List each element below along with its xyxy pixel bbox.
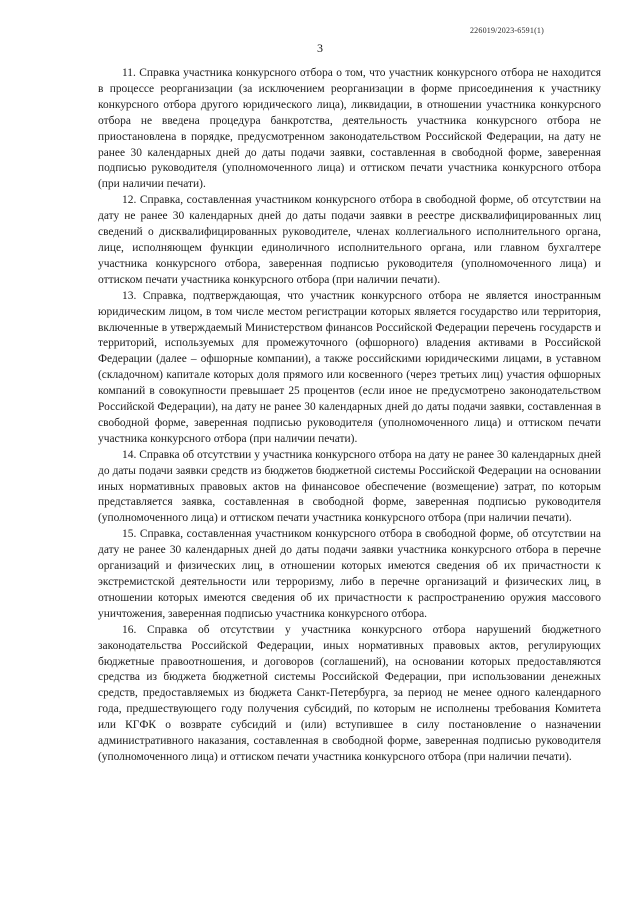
paragraph-item-15: 15. Справка, составленная участником конкурсного отбора в свободной форме, об отсутствии на дату не ранее 30 календарных дней до даты подачи заявки участника конкурсного отбора в перечне организаций и физических лиц, в отношении которых имеются сведения об их причастности к экстремистской деятельности или терроризму, либо в перечне организаций и физических лиц, в отношении которых имеются сведения об их причастности к распространению оружия массового уничтожения, заверенная подписью участника конкурсного отбора. xyxy=(98,528,601,620)
page-number: 3 xyxy=(317,41,323,55)
paragraph-item-11: 11. Справка участника конкурсного отбора о том, что участник конкурсного отбора не находится в процессе реорганизации (за исключением реорганизации в форме присоединения к участнику конкурсного отбора другого юридического лица), ликвидации, в отношении участника конкурсного отбора не введена процедура банкротства, деятельность участника конкурсного отбора не приостановлена в порядке, предусмотренном законодательством Российской Федерации, на дату не ранее 30 календарных дней до даты подачи заявки, составленная в свободной форме, заверенная подписью руководителя (уполномоченного лица) и оттиском печати участника конкурсного отбора (при наличии печати). xyxy=(98,67,601,191)
paragraph-item-13: 13. Справка, подтверждающая, что участник конкурсного отбора не является иностранным юридическим лицом, в том числе местом регистрации которых является государство или территория, включенные в утверждаемый Министерством финансов Российской Федерации перечень государств и территорий, используемых для промежуточного (офшорного) владения активами в Российской Федерации (далее – офшорные компании), а также российскими юридическими лицами, в уставном (складочном) капитале которых доля прямого или косвенного (через третьих лиц) участия офшорных компаний в совокупности превышает 25 процентов (если иное не предусмотрено законодательством Российской Федерации), на дату не ранее 30 календарных дней до даты подачи заявки, составленная в свободной форме, заверенная подписью руководителя (уполномоченного лица) и оттиском печати участника конкурсного отбора (при наличии печати). xyxy=(98,289,601,445)
document-registration-number: 226019/2023-6591(1) xyxy=(469,26,544,35)
paragraph-item-14: 14. Справка об отсутствии у участника конкурсного отбора на дату не ранее 30 календарных дней до даты подачи заявки средств из бюджетов бюджетной системы Российской Федерации на основании иных нормативных правовых актов на финансовое обеспечение (возмещение) затрат, по которым представляется заявка, составленная в свободной форме, заверенная подписью руководителя (уполномоченного лица) и оттиском печати участника конкурсного отбора (при наличии печати). xyxy=(98,448,601,525)
document-body xyxy=(98,66,601,766)
paragraph-item-16: 16. Справка об отсутствии у участника конкурсного отбора нарушений бюджетного законодательства Российской Федерации, иных нормативных правовых актов, регулирующих бюджетные правоотношения, и договоров (соглашений), на основании которых предоставляются средства из бюджета бюджетной системы Российской Федерации, при использовании денежных средств, предоставляемых из бюджета Санкт-Петербурга, за период не менее одного календарного года, предшествующего году получения субсидий, по которым не исполнены требования Комитета или КГФК о возврате субсидий и (или) вступившее в силу постановление о назначении административного наказания, составленная в свободной форме, заверенная подписью руководителя (уполномоченного лица) и оттиском печати участника конкурсного отбора (при наличии печати). xyxy=(98,623,601,763)
paragraph-item-12: 12. Справка, составленная участником конкурсного отбора в свободной форме, об отсутствии на дату не ранее 30 календарных дней до даты подачи заявки в реестре дисквалифицированных лиц сведений о дисквалифицированных руководителе, членах коллегиального исполнительного органа, лице, исполняющем функции единоличного исполнительного органа, или главном бухгалтере участника конкурсного отбора, заверенная подписью руководителя (уполномоченного лица) и оттиском печати участника конкурсного отбора (при наличии печати). xyxy=(98,194,601,286)
